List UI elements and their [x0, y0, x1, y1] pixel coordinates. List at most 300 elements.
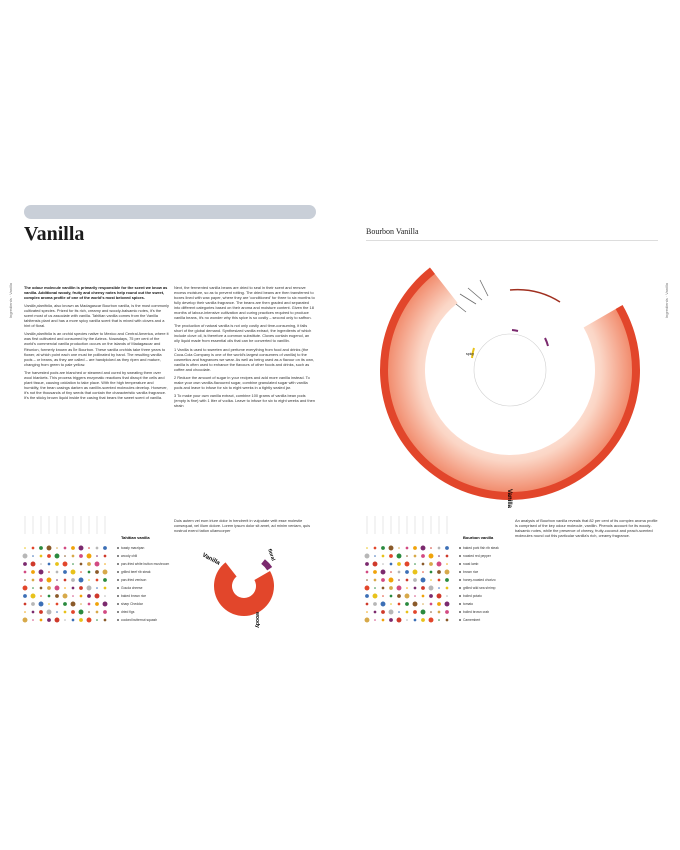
matrix-dot — [413, 546, 417, 550]
matrix-dot — [430, 611, 432, 613]
matrix-dot — [406, 547, 409, 550]
matrix-dot — [63, 570, 67, 574]
matrix-dot — [422, 571, 424, 573]
matrix-dot — [103, 570, 108, 575]
matrix-dot — [365, 594, 369, 598]
page-title: Vanilla — [24, 223, 85, 245]
matrix-dot — [79, 578, 84, 583]
matrix-dot — [398, 571, 401, 574]
small-arc-purple — [545, 338, 548, 346]
mini-label-woody: woody — [254, 612, 260, 628]
matrix-dot — [366, 571, 369, 574]
row-bullet — [117, 563, 119, 565]
matrix-dot — [381, 602, 386, 607]
matrix-dot — [413, 602, 418, 607]
matrix-dot — [446, 619, 449, 622]
matrix-dot — [87, 618, 92, 623]
matrix-dot — [47, 554, 51, 558]
matrix-dot — [24, 611, 26, 613]
matrix-dot — [397, 594, 401, 598]
matrix-dot — [31, 594, 36, 599]
matrix-dot — [430, 571, 433, 574]
matrix-dot — [55, 554, 60, 559]
matrix-dot — [397, 562, 401, 566]
matrix-dot — [39, 610, 43, 614]
matrix-dot — [374, 611, 377, 614]
matrix-dot — [414, 563, 416, 565]
matrix-dot — [40, 563, 42, 565]
matrix-row-label: grilled wild sea shrimp — [463, 586, 496, 591]
matrix-dot — [406, 555, 408, 557]
matrix-dot — [397, 618, 402, 623]
bourbon-analysis: An analysis of Bourbon vanilla reveals that 82 per cent of its complex aroma profile is comprised of the key odour molecule, vanillin. Phenols account for its woody-balsamic notes, while the presence of cheesy, fruity-coconut and peach-scented molecules round out this particular vanilla's rich, creamy fragrance. — [515, 518, 658, 538]
matrix-dot — [405, 594, 410, 599]
matrix-dot — [366, 611, 368, 613]
matrix-dot — [438, 547, 441, 550]
matrix-dot — [71, 610, 75, 614]
matrix-row-label: honey-roasted chorizo — [463, 578, 496, 583]
matrix-dot — [103, 578, 107, 582]
matrix-dot — [389, 610, 394, 615]
matrix-dot — [95, 562, 100, 567]
matrix-dot — [365, 554, 370, 559]
matrix-row-label: sharp Cheddar — [121, 602, 143, 607]
matrix-dot — [71, 578, 75, 582]
matrix-dot — [96, 579, 99, 582]
matrix-dot — [39, 602, 44, 607]
matrix-dot — [103, 546, 107, 550]
paragraph-text: is an orchid species native to Mexico and Central America, where it was first cultivated and consumed by the Aztecs. Nowadays, 75 per cent of the world's commercial vanilla production occurs on the islands of Madagascar and Réunion, formerly known as Île Bourbon. These vanilla orchids take three years to flower, at which point each one must be pollinated by hand. The resulting vanilla pods – or beans, as they are called – are handpicked as they ripen and mature, changing from green to pale yellow. — [24, 331, 169, 367]
matrix-dot — [56, 579, 58, 581]
matrix-dot — [104, 619, 107, 622]
matrix-dot — [96, 619, 98, 621]
matrix-dot — [366, 579, 368, 581]
paragraph: The harvested pods are blanched or steamed and cured by sweating them over wool blankets. This process triggers enzymatic reactions that disrupt the cells and plant tissue, causing oxidation to take place. With the high temperature and humidity, the bean casings darken as vanillin-scented molecules develop. However, it's not the thousands of tiny seeds that contain the characteristic vanilla fragrance. It's the sticky brown liquid inside the casing that bears the sweet scent of vanilla. — [24, 369, 168, 400]
matrix-dot — [398, 547, 400, 549]
matrix-dot — [47, 618, 51, 622]
matrix-dot — [382, 563, 384, 565]
matrix-dot — [446, 595, 448, 597]
matrix-dot — [381, 578, 385, 582]
paragraph-text: , also known as Madagascar Bourbon vanilla, is the most commonly cultivated species. Prized for its rich, creamy and woody-balsamic notes, it's the scent most of us associate with vanilla. Tahitian vanilla comes from the Vanilla tahitensis plant and has a more spicy vanilla scent that is mixed with cloves and a hint of floral. — [24, 303, 169, 329]
matrix-dot — [31, 562, 36, 567]
matrix-dot — [32, 555, 34, 557]
matrix-dot — [381, 570, 386, 575]
matrix-dot — [429, 586, 434, 591]
row-bullet — [459, 555, 461, 557]
matrix-dot — [438, 619, 440, 621]
bottom-note: Duis autem vel eum iriure dolor in hendrerit in vulputate velit esse molestie consequat, vel illum dolore. Lorem ipsum dolor sit amet, ad minim veniam, quis nostrud exerci tation ullamcorper — [174, 518, 311, 533]
matrix-dot — [96, 587, 98, 589]
matrix-dot — [55, 586, 60, 591]
matrix-dot — [79, 586, 83, 590]
matrix-dot — [47, 586, 51, 590]
mini-ring-chart — [196, 538, 306, 638]
matrix-dot — [389, 554, 393, 558]
matrix-dot — [438, 555, 440, 557]
matrix-dot — [88, 571, 91, 574]
matrix-dot — [398, 611, 400, 613]
matrix-dot — [56, 611, 58, 613]
row-bullet — [117, 595, 119, 597]
row-bullet — [117, 611, 119, 613]
matrix-dot — [55, 594, 59, 598]
matrix-dot — [96, 547, 99, 550]
row-bullet — [117, 587, 119, 589]
row-bullet — [459, 579, 461, 581]
bourbon-pairing-matrix — [362, 512, 522, 627]
matrix-dot — [373, 562, 378, 567]
matrix-row-label: cooked butternut squash — [121, 618, 158, 623]
matrix-dot — [421, 610, 426, 615]
matrix-row-label: pan-fried white button mushroom — [121, 562, 170, 567]
matrix-dot — [24, 579, 26, 581]
matrix-dot — [389, 586, 393, 590]
matrix-dot — [103, 602, 108, 607]
matrix-row-label: baked pork fish rib steak — [463, 546, 499, 551]
matrix-dot — [406, 619, 408, 621]
matrix-dot — [104, 587, 107, 590]
matrix-dot — [365, 562, 369, 566]
title-bar — [24, 205, 316, 219]
matrix-dot — [405, 562, 410, 567]
matrix-dot — [405, 602, 409, 606]
lead-paragraph: The odour molecule vanillin is primarily responsible for the scent we know as vanilla. Additional woody, fruity and cheesy notes help round out the sweet, complex aroma profile of one of the world's most beloved spices. — [24, 285, 168, 301]
matrix-dot — [80, 595, 83, 598]
matrix-row-label: dried figs — [121, 610, 135, 615]
matrix-dot — [446, 555, 449, 558]
matrix-dot — [414, 555, 417, 558]
paragraph — [24, 331, 169, 366]
italic-term: Vanilla planifolia — [24, 303, 52, 309]
matrix-dot — [47, 578, 52, 583]
matrix-dot — [389, 578, 394, 583]
matrix-dot — [414, 587, 417, 590]
matrix-dot — [40, 555, 43, 558]
italic-term: Vanilla planifolia — [24, 331, 52, 337]
row-bullet — [459, 571, 461, 573]
matrix-dot — [445, 578, 449, 582]
matrix-dot — [406, 611, 409, 614]
matrix-dot — [429, 562, 433, 566]
matrix-dot — [445, 602, 450, 607]
matrix-dot — [71, 570, 76, 575]
matrix-dot — [48, 595, 51, 598]
side-label-left: Ingredients · Vanilla — [8, 283, 13, 319]
matrix-dot — [373, 570, 377, 574]
matrix-dot — [39, 570, 44, 575]
ring-label-vanilla: Vanilla — [506, 489, 512, 509]
matrix-dot — [72, 595, 74, 597]
small-segment-line — [468, 288, 482, 300]
matrix-dot — [421, 618, 425, 622]
paragraph: 2 Reduce the amount of sugar in your recipes and add more vanilla instead. To make your own vanilla-flavoured sugar, combine granulated sugar with vanilla pods and leave to infuse for six to eight weeks in a tightly sealed jar. — [174, 374, 310, 390]
matrix-dot — [406, 579, 409, 582]
matrix-row-label: brown rice — [463, 570, 479, 575]
row-bullet — [459, 603, 461, 605]
matrix-dot — [421, 554, 425, 558]
matrix-row-label: boiled brown crab — [463, 610, 490, 615]
matrix-dot — [430, 603, 433, 606]
matrix-dot — [390, 595, 393, 598]
matrix-dot — [413, 570, 418, 575]
matrix-dot — [365, 618, 370, 623]
matrix-dot — [366, 547, 368, 549]
matrix-dot — [390, 603, 392, 605]
matrix-dot — [23, 618, 28, 623]
row-bullet — [459, 547, 461, 549]
matrix-dot — [382, 595, 384, 597]
paragraph: The production of natural vanilla is not only costly and time-consuming, it falls short of the global demand. Synthesized vanilla extract, the ingredients of which include clove oil, is therefore a common substitute. Cloves contain eugenol, an oily liquid made from essential oils that can be converted to vanillin. — [174, 323, 312, 344]
matrix-dot — [445, 546, 449, 550]
small-segment-line — [456, 304, 466, 312]
matrix-dot — [389, 618, 393, 622]
matrix-row-label: woody chili — [121, 554, 138, 559]
small-segment-line — [460, 294, 476, 304]
matrix-dot — [24, 571, 27, 574]
matrix-dot — [373, 602, 377, 606]
matrix-dot — [32, 619, 34, 621]
tahitian-pairing-matrix — [20, 512, 180, 627]
matrix-dot — [421, 586, 425, 590]
matrix-dot — [390, 571, 392, 573]
matrix-dot — [55, 562, 59, 566]
bourbon-title: Bourbon Vanilla — [366, 227, 419, 236]
matrix-dot — [23, 554, 28, 559]
row-bullet — [459, 563, 461, 565]
matrix-dot — [80, 603, 82, 605]
matrix-dot — [382, 619, 385, 622]
matrix-dot — [406, 587, 408, 589]
matrix-dot — [56, 603, 59, 606]
matrix-dot — [366, 603, 369, 606]
matrix-dot — [79, 554, 83, 558]
matrix-dot — [24, 603, 27, 606]
row-bullet — [117, 603, 119, 605]
matrix-row-label: pan-fried venison — [121, 578, 147, 583]
matrix-dot — [104, 595, 106, 597]
matrix-dot — [32, 587, 34, 589]
matrix-dot — [446, 587, 449, 590]
matrix-dot — [71, 602, 76, 607]
matrix-dot — [398, 603, 401, 606]
matrix-dot — [445, 610, 449, 614]
mini-label-vanilla: Vanilla — [201, 552, 221, 567]
matrix-dot — [47, 546, 52, 551]
side-label-right: Ingredients · Vanilla — [664, 283, 669, 319]
matrix-dot — [87, 562, 91, 566]
matrix-dot — [398, 579, 400, 581]
matrix-row-label: roasted red pepper — [463, 554, 491, 559]
matrix-dot — [382, 555, 385, 558]
small-arc-purple — [512, 330, 518, 331]
matrix-dot — [87, 554, 92, 559]
row-bullet — [459, 619, 461, 621]
matrix-dot — [437, 602, 441, 606]
matrix-dot — [79, 610, 84, 615]
matrix-dot — [63, 594, 68, 599]
matrix-dot — [413, 578, 417, 582]
matrix-dot — [55, 618, 60, 623]
matrix-dot — [446, 563, 448, 565]
matrix-dot — [72, 619, 75, 622]
mini-label-floral: floral — [266, 548, 276, 562]
matrix-dot — [87, 586, 92, 591]
inner-label-spicy: spicy — [466, 352, 474, 356]
matrix-dot — [96, 555, 98, 557]
matrix-header: Bourbon vanilla — [463, 535, 494, 540]
matrix-dot — [88, 611, 90, 613]
row-bullet — [117, 579, 119, 581]
matrix-dot — [103, 610, 107, 614]
matrix-dot — [397, 554, 402, 559]
matrix-dot — [48, 603, 50, 605]
matrix-dot — [382, 587, 385, 590]
matrix-dot — [422, 595, 425, 598]
row-bullet — [117, 571, 119, 573]
row-bullet — [117, 619, 119, 621]
matrix-dot — [40, 619, 43, 622]
column-2 — [174, 285, 316, 411]
matrix-dot — [48, 563, 51, 566]
matrix-dot — [56, 547, 58, 549]
matrix-row-label: boiled potato — [463, 594, 482, 599]
matrix-dot — [64, 611, 67, 614]
matrix-dot — [32, 579, 35, 582]
matrix-dot — [56, 571, 59, 574]
paragraph: Next, the fermented vanilla beans are dried to seal in their scent and remove excess moisture, so as to prevent rotting. The dried beans are then transferred to boxes lined with wax paper, where they are 'conditioned' for three to six months to fully develop their vanilla fragrance. The beans are then graded and separated into different categories based on their aroma and moisture content. Given the 18 months of labour-intensive cultivation and curing practices required to produce vanilla beans, it's no wonder why this spice is so costly – second only to saffron. — [174, 285, 315, 321]
paragraph — [24, 303, 169, 328]
matrix-dot — [437, 594, 442, 599]
matrix-row-label: toasty marzipan — [121, 546, 145, 551]
matrix-header: Tahitian vanilla — [121, 535, 150, 540]
matrix-dot — [32, 611, 35, 614]
row-bullet — [459, 595, 461, 597]
matrix-dot — [39, 546, 43, 550]
column-1 — [24, 285, 169, 403]
matrix-dot — [40, 587, 43, 590]
matrix-dot — [414, 619, 417, 622]
matrix-dot — [40, 595, 42, 597]
matrix-dot — [422, 563, 425, 566]
row-bullet — [117, 555, 119, 557]
bourbon-aroma-wheel — [360, 240, 660, 510]
matrix-dot — [88, 579, 90, 581]
matrix-dot — [31, 570, 35, 574]
matrix-dot — [414, 595, 416, 597]
matrix-row-label: Gouda cheese — [121, 586, 143, 591]
matrix-dot — [31, 602, 35, 606]
matrix-dot — [445, 570, 450, 575]
matrix-dot — [390, 563, 393, 566]
matrix-dot — [381, 546, 385, 550]
matrix-dot — [421, 546, 426, 551]
matrix-dot — [374, 547, 377, 550]
matrix-dot — [397, 586, 402, 591]
matrix-dot — [95, 602, 99, 606]
matrix-dot — [79, 618, 83, 622]
matrix-dot — [88, 547, 90, 549]
matrix-dot — [365, 586, 370, 591]
matrix-dot — [24, 547, 26, 549]
row-bullet — [459, 587, 461, 589]
matrix-dot — [421, 578, 426, 583]
matrix-dot — [72, 555, 75, 558]
row-bullet — [117, 547, 119, 549]
matrix-dot — [422, 603, 424, 605]
matrix-dot — [64, 547, 67, 550]
row-bullet — [459, 611, 461, 613]
matrix-dot — [373, 594, 378, 599]
matrix-dot — [64, 579, 67, 582]
matrix-dot — [23, 586, 28, 591]
matrix-dot — [64, 619, 66, 621]
matrix-dot — [430, 579, 432, 581]
matrix-dot — [80, 563, 83, 566]
small-segment-line — [480, 280, 488, 296]
matrix-row-label: roast lamb — [463, 562, 479, 567]
matrix-dot — [95, 570, 99, 574]
matrix-dot — [429, 554, 434, 559]
matrix-dot — [95, 594, 100, 599]
matrix-dot — [23, 562, 27, 566]
matrix-dot — [63, 602, 67, 606]
matrix-dot — [374, 587, 376, 589]
matrix-dot — [63, 562, 68, 567]
matrix-dot — [374, 555, 376, 557]
matrix-dot — [72, 563, 74, 565]
matrix-dot — [437, 562, 442, 567]
matrix-dot — [71, 546, 75, 550]
matrix-dot — [96, 611, 99, 614]
matrix-dot — [32, 547, 35, 550]
small-arc-red — [510, 290, 560, 302]
inner-circle — [474, 334, 546, 406]
matrix-dot — [64, 555, 66, 557]
matrix-dot — [429, 594, 433, 598]
paragraph: 3 To make your own vanilla extract, combine 100 grams of vanilla bean pods (empty is fine) with 1 liter of vodka. Leave to infuse for six to eight weeks and then strain — [174, 392, 315, 408]
matrix-dot — [413, 610, 417, 614]
matrix-dot — [88, 603, 91, 606]
matrix-dot — [23, 594, 27, 598]
matrix-dot — [104, 563, 106, 565]
matrix-dot — [381, 610, 385, 614]
matrix-dot — [39, 578, 43, 582]
matrix-dot — [437, 570, 441, 574]
paragraph: 1 Vanilla is used to sweeten and perfume everything from food and drinks (the Coca-Cola Company is one of the world's largest consumers of vanilla) to the cosmetics and fragrances we wear. As well as being used as a flavour on its own, vanilla is often used to enhance the flavours of other foods and drinks, such as coffee and chocolate. — [174, 346, 315, 372]
matrix-dot — [405, 570, 409, 574]
matrix-dot — [429, 618, 434, 623]
matrix-dot — [64, 587, 66, 589]
matrix-dot — [374, 619, 376, 621]
matrix-dot — [430, 547, 432, 549]
matrix-dot — [389, 546, 394, 551]
matrix-dot — [72, 587, 75, 590]
matrix-dot — [104, 555, 107, 558]
matrix-dot — [48, 571, 50, 573]
matrix-dot — [79, 546, 84, 551]
matrix-dot — [438, 611, 441, 614]
matrix-dot — [438, 587, 440, 589]
matrix-row-label: grilled beef rib steak — [121, 570, 151, 575]
mini-ring — [214, 562, 274, 616]
matrix-row-label: baked brown rice — [121, 594, 147, 599]
matrix-dot — [87, 594, 91, 598]
matrix-dot — [438, 579, 441, 582]
matrix-row-label: tomato — [463, 602, 474, 607]
matrix-dot — [374, 579, 377, 582]
matrix-row-label: Camembert — [463, 618, 481, 623]
